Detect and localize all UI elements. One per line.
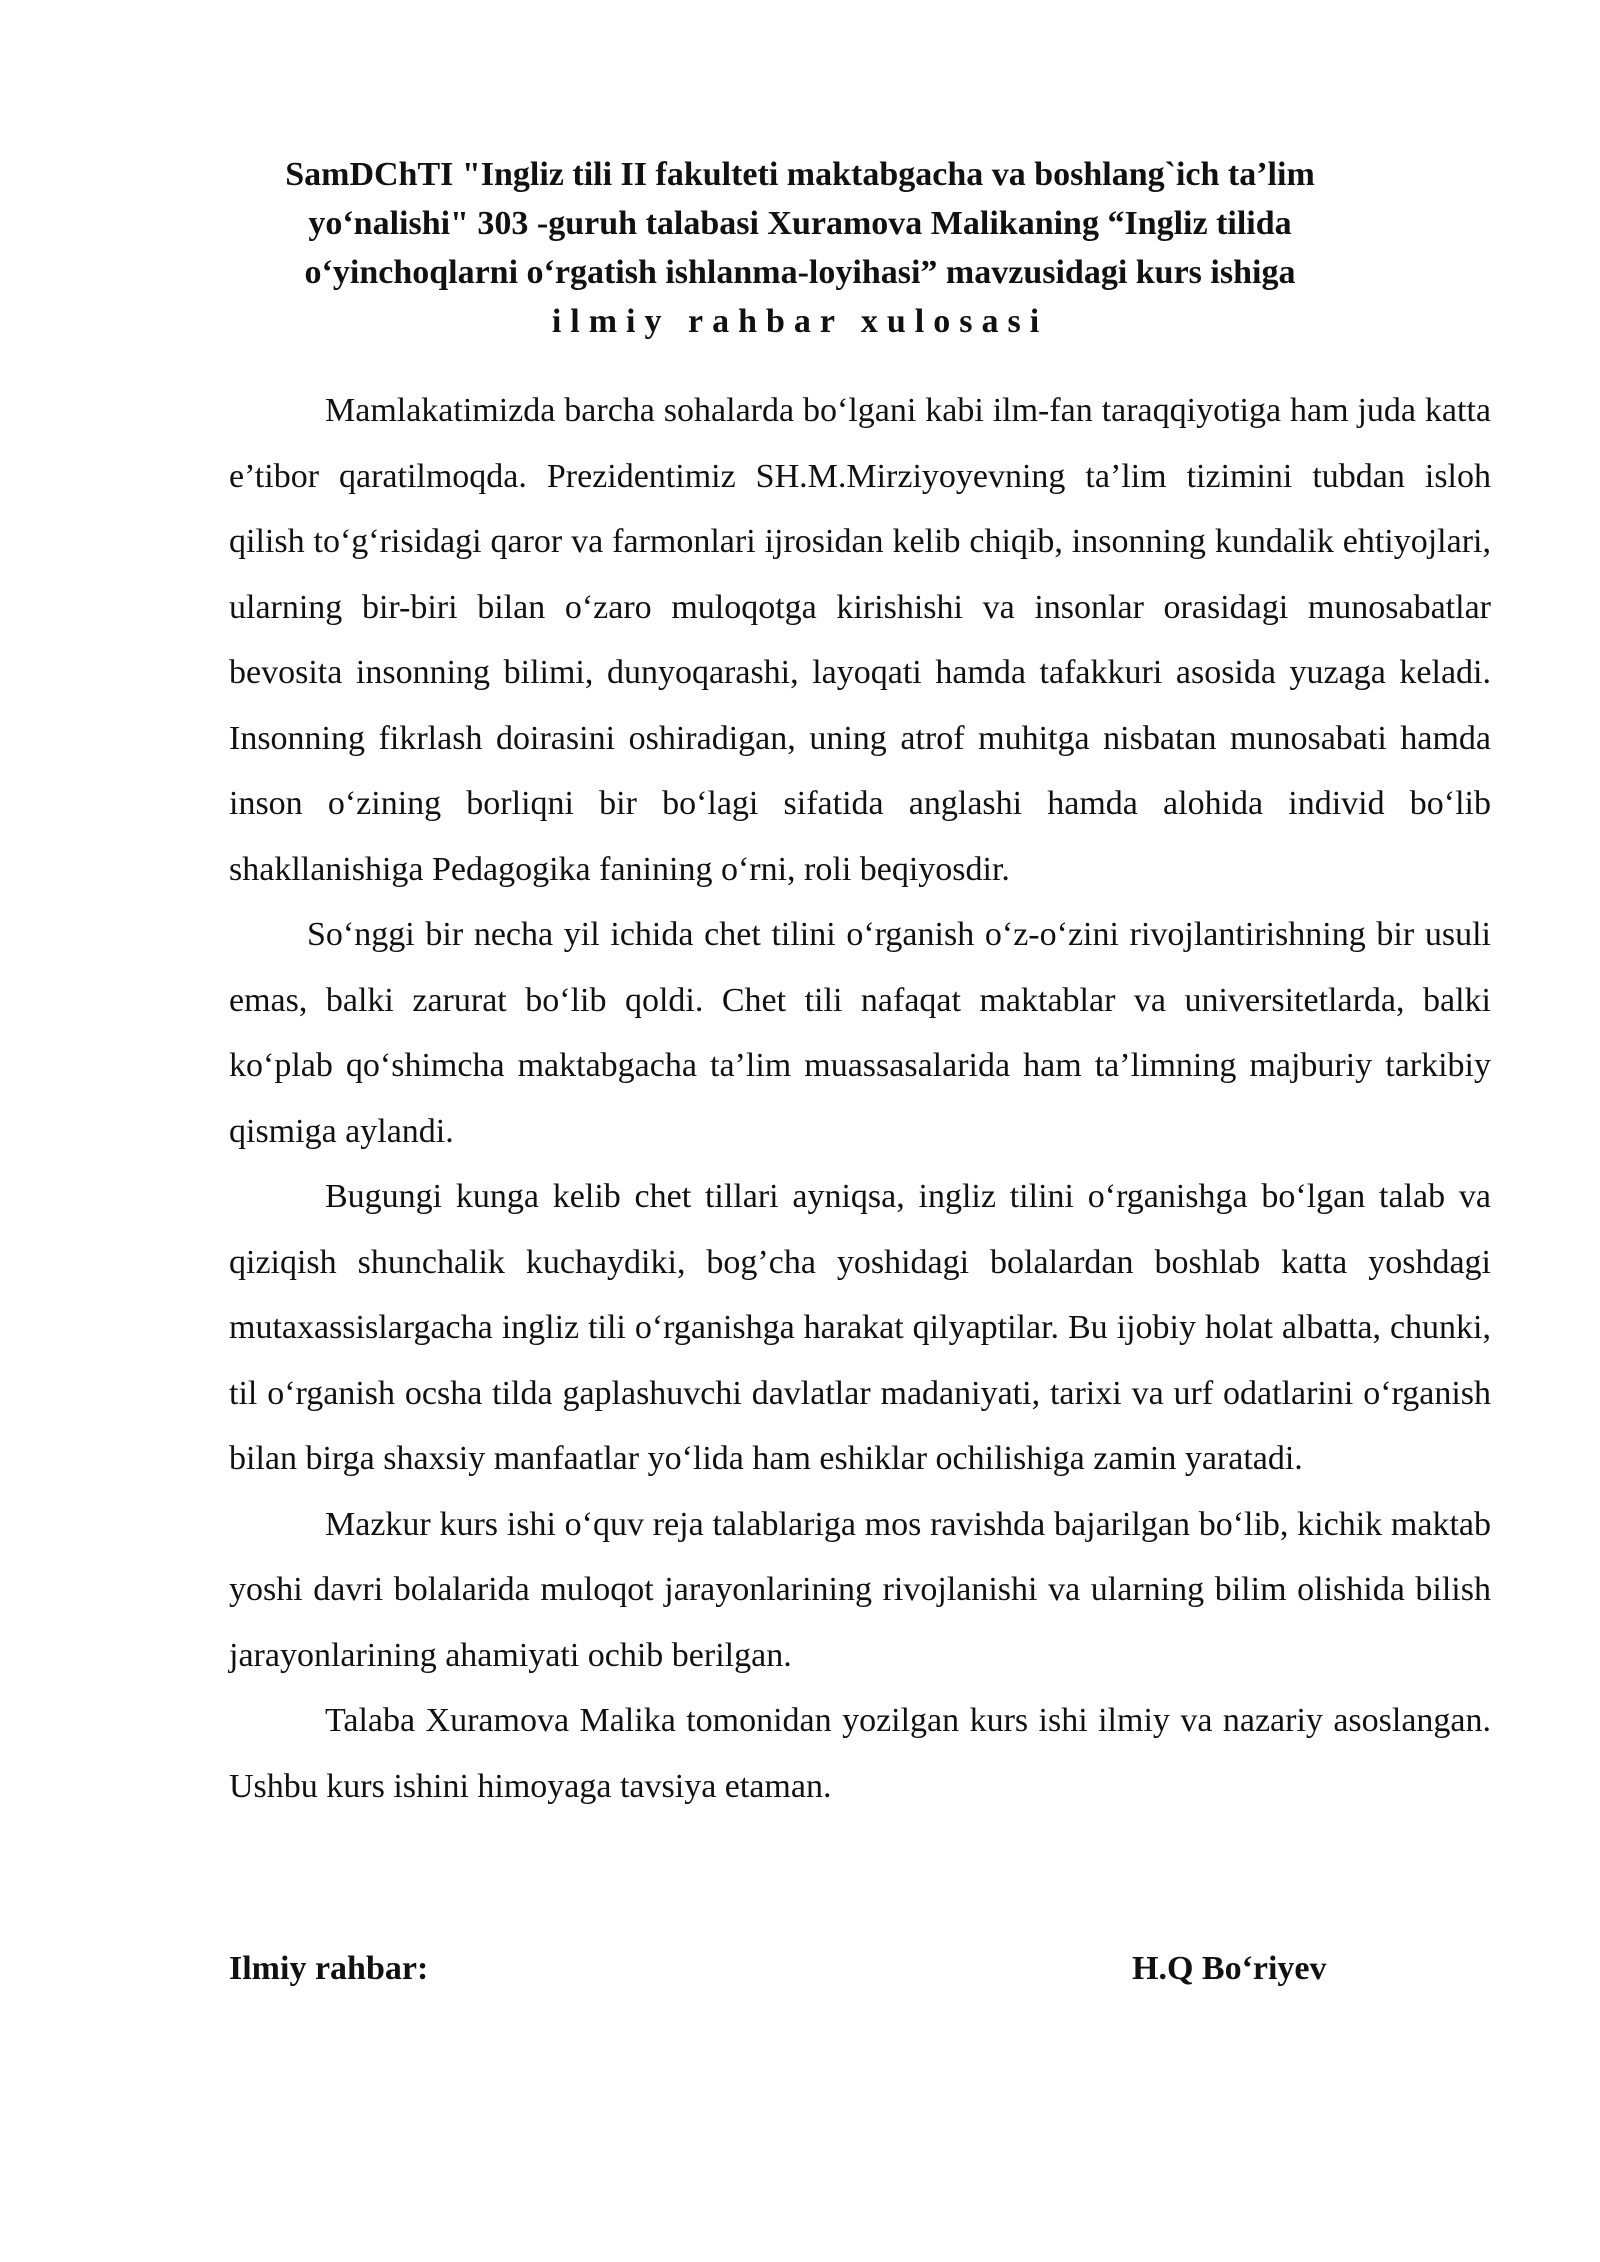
heading-line: yo‘nalishi" 303 -guruh talabasi Xuramova Malikaning “Ingliz tilida [308, 205, 1292, 242]
body-paragraph: Mamlakatimizda barcha sohalarda bo‘lgani kabi ilm-fan taraqqiyotiga ham juda katta e’tibor qaratilmoqda. Prezidentimiz SH.M.Mirziyoyevning ta’lim tizimini tubdan isloh qilish to‘g‘risidagi qaror va farmonlari ijrosidan kelib chiqib, insonning kundalik ehtiyojlari, ularning bir-biri bilan o‘zaro muloqotga kirishishi va insonlar orasidagi munosabatlar bevosita insonning bilimi, dunyoqarashi, layoqati hamda tafakkuri asosida yuzaga keladi. Insonning fikrlash doirasini oshiradigan, uning atrof muhitga nisbatan munosabati hamda inson o‘zining borliqni bir bo‘lagi sifatida anglashi hamda alohida individ bo‘lib shakllanishiga Pedagogika fanining o‘rni, roli beqiyosdir. [229, 392, 1491, 888]
heading-line: SamDChTI "Ingliz tili II fakulteti maktabgacha va boshlang`ich ta’lim [285, 156, 1315, 193]
body-paragraph: Talaba Xuramova Malika tomonidan yozilgan kurs ishi ilmiy va nazariy asoslangan. Ushbu kurs ishini himoyaga tavsiya etaman. [229, 1702, 1491, 1805]
body-paragraph: Mazkur kurs ishi o‘quv reja talablariga mos ravishda bajarilgan bo‘lib, kichik maktab yoshi davri bolalarida muloqot jarayonlarining rivojlanishi va ularning bilim olishida bilish jarayonlarining ahamiyati ochib berilgan. [229, 1505, 1491, 1674]
body-paragraph: So‘nggi bir necha yil ichida chet tilini o‘rganish o‘z-o‘zini rivojlantirishning bir usuli emas, balki zarurat bo‘lib qoldi. Chet tili nafaqat maktablar va universitetlarda, balki ko‘plab qo‘shimcha maktabgacha ta’lim muassasalarida ham ta’limning majburiy tarkibiy qismiga aylandi. [229, 916, 1491, 1150]
document-body [229, 378, 1491, 1819]
body-paragraph: Bugungi kunga kelib chet tillari ayniqsa, ingliz tilini o‘rganishga bo‘lgan talab va qiziqish shunchalik kuchaydiki, bog’cha yoshidagi bolalardan boshlab katta yoshdagi mutaxassislargacha ingliz tili o‘rganishga harakat qilyaptilar. Bu ijobiy holat albatta, chunki, til o‘rganish ocsha tilda gaplashuvchi davlatlar madaniyati, tarixi va urf odatlarini o‘rganish bilan birga shaxsiy manfaatlar yo‘lida ham eshiklar ochilishiga zamin yaratadi. [229, 1178, 1491, 1477]
signature-name: H.Q Bo‘riyev [1132, 1950, 1327, 1987]
heading-subtitle: ilmiy rahbar xulosasi [551, 303, 1049, 340]
heading-line: o‘yinchoqlarni o‘rgatish ishlanma-loyihasi” mavzusidagi kurs ishiga [304, 254, 1296, 291]
document-heading [230, 150, 1370, 346]
signature-label: Ilmiy rahbar: [229, 1950, 429, 1987]
